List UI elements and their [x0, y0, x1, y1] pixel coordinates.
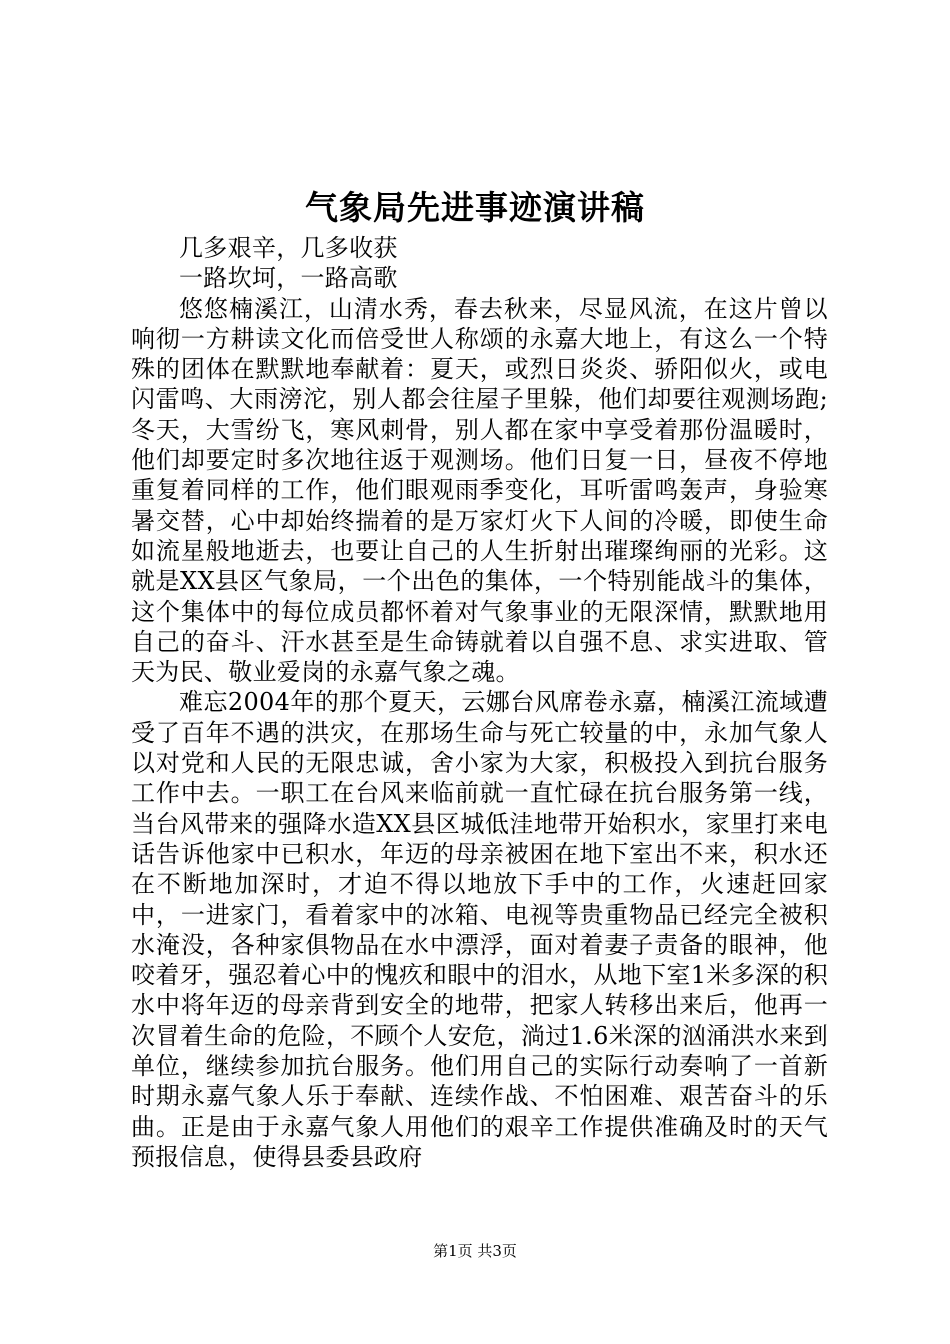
page-number-footer: 第1页 共3页	[433, 1242, 517, 1260]
paragraph: 难忘2004年的那个夏天，云娜台风席卷永嘉，楠溪江流域遭受了百年不遇的洪灾，在那场生命与死亡较量的中，永加气象人以对党和人民的无限忠诚，舍小家为大家，积极投入到抗台服务工作中去。一职工在台风来临前就一直忙碌在抗台服务第一线，当台风带来的强降水造XX县区城低洼地带开始积水，家里打来电话告诉他家中已积水，年迈的母亲被困在地下室出不来，积水还在不断地加深时，才迫不得以地放下手中的工作，火速赶回家中，一进家门，看着家中的冰箱、电视等贵重物品已经完全被积水淹没，各种家俱物品在水中漂浮，面对着妻子责备的眼神，他咬着牙，强忍着心中的愧疚和眼中的泪水，从地下室1米多深的积水中将年迈的母亲背到安全的地带，把家人转移出来后，他再一次冒着生命的危险，不顾个人安危，淌过1.6米深的汹涌洪水来到单位，继续参加抗台服务。他们用自己的实际行动奏响了一首新时期永嘉气象人乐于奉献、连续作战、不怕困难、艰苦奋斗的乐曲。正是由于永嘉气象人用他们的艰辛工作提供准确及时的天气预报信息，使得县委县政府	[131, 688, 828, 1171]
paragraph: 一路坎坷，一路高歌	[179, 264, 398, 293]
paragraph: 悠悠楠溪江，山清水秀，春去秋来，尽显风流，在这片曾以响彻一方耕读文化而倍受世人称颂的永嘉大地上，有这么一个特殊的团体在默默地奉献着：夏天，或烈日炎炎、骄阳似火，或电闪雷鸣、大雨滂沱，别人都会往屋子里躲，他们却要往观测场跑;冬天，大雪纷飞，寒风刺骨，别人都在家中享受着那份温暖时，他们却要定时多次地往返于观测场。他们日复一日，昼夜不停地重复着同样的工作，他们眼观雨季变化，耳听雷鸣轰声，身验寒暑交替，心中却始终揣着的是万家灯火下人间的冷暖，即使生命如流星般地逝去，也要让自己的人生折射出璀璨绚丽的光彩。这就是XX县区气象局，一个出色的集体，一个特别能战斗的集体，这个集体中的每位成员都怀着对气象事业的无限深情，默默地用自己的奋斗、汗水甚至是生命铸就着以自强不息、求实进取、管天为民、敬业爱岗的永嘉气象之魂。	[131, 294, 828, 687]
paragraph: 几多艰辛，几多收获	[179, 234, 398, 262]
document-body	[131, 233, 828, 1172]
document-title: 气象局先进事迹演讲稿	[305, 188, 645, 227]
